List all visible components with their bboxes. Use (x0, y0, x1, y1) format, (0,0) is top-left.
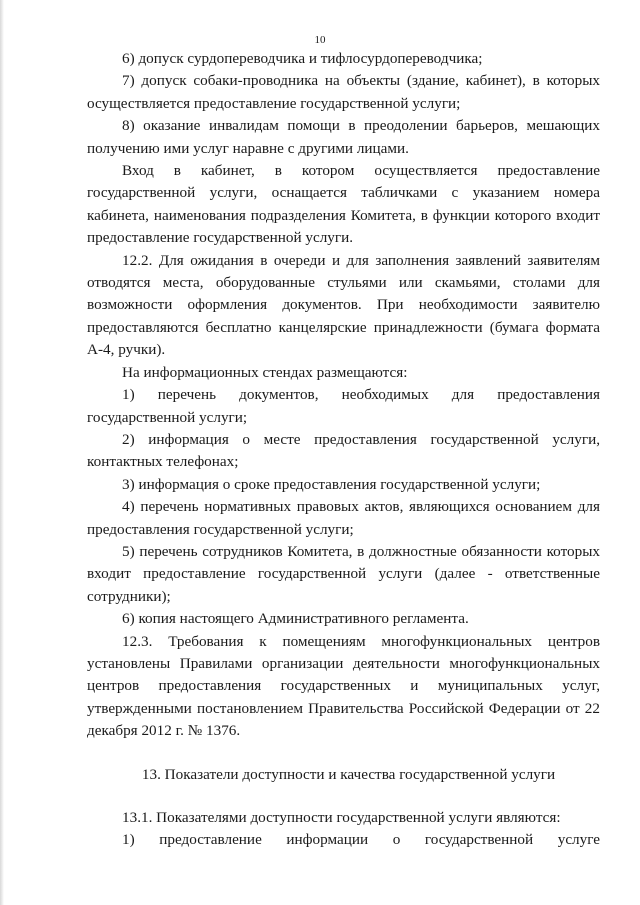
paragraph-stand-4: 4) перечень нормативных правовых актов, являющихся основанием для предоставления государственной услуги; (87, 498, 600, 538)
paragraph-item-7: 7) допуск собаки-проводника на объекты (здание, кабинет), в которых осуществляется предоставление государственной услуги; (87, 72, 600, 112)
paragraph-stands-intro: На информационных стендах размещаются: (122, 363, 408, 381)
paragraph-13-1-item-1: 1) предоставление информации о государственной услуге (122, 831, 600, 849)
paragraph-stand-2: 2) информация о месте предоставления государственной услуги, контактных телефонах; (87, 430, 600, 471)
document-body (87, 48, 600, 852)
paragraph-12-2: 12.2. Для ожидания в очереди и для заполнения заявлений заявителям отводятся места, оборудованные стульями или скамьями, столами для возможности оформления документов. При необходимости заявителю предоставляются бесплатно канцелярские принадлежности (бумага формата А-4, ручки). (87, 251, 600, 359)
paragraph-stand-3: 3) информация о сроке предоставления государственной услуги; (122, 475, 541, 493)
paragraph-stand-5: 5) перечень сотрудников Комитета, в должностные обязанности которых входит предоставление государственной услуги (далее - ответственные сотрудники); (87, 542, 600, 605)
page-number: 10 (314, 34, 326, 46)
scan-edge-shadow (0, 0, 4, 905)
paragraph-item-6: 6) допуск сурдопереводчика и тифлосурдопереводчика; (122, 50, 483, 67)
paragraph-entrance: Вход в кабинет, в котором осуществляется предоставление государственной услуги, оснащается табличками с указанием номера кабинета, наименования подразделения Комитета, в функции которого входит предоставление государственной услуги. (87, 162, 600, 247)
paragraph-stand-1: 1) перечень документов, необходимых для предоставления государственной услуги; (87, 386, 600, 426)
paragraph-13-1: 13.1. Показателями доступности государственной услуги являются: (122, 809, 561, 826)
section-heading: 13. Показатели доступности и качества государственной услуги (141, 765, 556, 783)
paragraph-12-3: 12.3. Требования к помещениям многофункциональных центров установлены Правилами организации деятельности многофункциональных центров предоставления государственных и муниципальных услуг, утвержденными постановлением Правительства Российской Федерации от 22 декабря 2012 г. № 1376. (87, 632, 600, 740)
paragraph-item-8: 8) оказание инвалидам помощи в преодолении барьеров, мешающих получению ими услуг наравне с другими лицами. (87, 117, 600, 157)
paragraph-stand-6: 6) копия настоящего Административного регламента. (122, 610, 469, 628)
